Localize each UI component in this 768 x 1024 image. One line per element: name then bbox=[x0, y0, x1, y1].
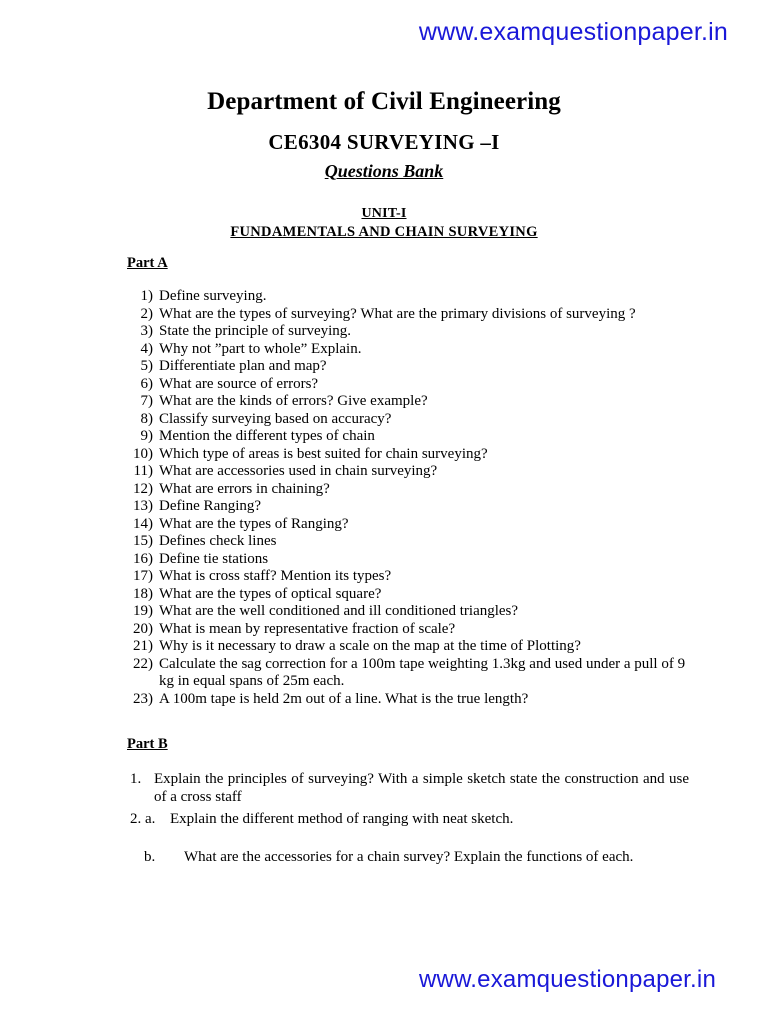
question-text: What are the accessories for a chain survey? Explain the functions of each. bbox=[184, 849, 634, 865]
department-title: Department of Civil Engineering bbox=[207, 88, 561, 115]
question-number: 8) bbox=[140, 410, 153, 427]
document-header bbox=[0, 88, 768, 241]
unit-label: UNIT-I bbox=[361, 205, 407, 221]
question-number: 21) bbox=[133, 638, 153, 654]
list-item bbox=[127, 848, 689, 866]
list-item bbox=[127, 810, 689, 828]
list-item bbox=[127, 656, 697, 691]
question-text: Define Ranging? bbox=[159, 498, 262, 514]
question-number: 19) bbox=[133, 603, 153, 619]
question-text: Define surveying. bbox=[159, 288, 267, 304]
question-text: Why is it necessary to draw a scale on the map at the time of Plotting? bbox=[159, 638, 581, 654]
question-number: b. bbox=[144, 849, 156, 865]
list-item bbox=[127, 358, 697, 376]
list-item bbox=[127, 481, 697, 499]
question-text: What are errors in chaining? bbox=[159, 480, 330, 497]
question-text: What are source of errors? bbox=[159, 375, 319, 392]
question-text: What is cross staff? Mention its types? bbox=[159, 568, 392, 584]
list-item bbox=[127, 411, 697, 429]
list-item bbox=[127, 288, 697, 306]
list-item bbox=[127, 621, 697, 639]
list-item bbox=[127, 323, 697, 341]
list-item bbox=[127, 341, 697, 359]
question-text: What are the types of Ranging? bbox=[159, 515, 349, 532]
question-number: 1. bbox=[130, 771, 142, 787]
list-item bbox=[127, 603, 697, 621]
question-text: Defines check lines bbox=[159, 533, 277, 549]
question-text: Define tie stations bbox=[159, 550, 269, 567]
question-number: 9) bbox=[140, 428, 153, 444]
question-number: 7) bbox=[140, 393, 153, 409]
part-b-question-list bbox=[127, 770, 689, 866]
question-text: Calculate the sag correction for a 100m tape weighting 1.3kg and used under a pull of 9 kg in equal spans of 25m each. bbox=[159, 655, 686, 689]
question-text: State the principle of surveying. bbox=[159, 323, 352, 339]
list-item bbox=[127, 376, 697, 394]
question-number: 14) bbox=[133, 515, 153, 532]
list-item bbox=[127, 428, 697, 446]
list-item bbox=[127, 498, 697, 516]
question-text: Classify surveying based on accuracy? bbox=[159, 410, 392, 427]
question-text: What are the kinds of errors? Give example? bbox=[159, 393, 428, 409]
question-number: 20) bbox=[133, 620, 153, 637]
question-number: 4) bbox=[140, 340, 153, 357]
question-number: 3) bbox=[140, 323, 153, 339]
part-a-heading: Part A bbox=[127, 255, 168, 271]
question-text: What are accessories used in chain surveying? bbox=[159, 463, 438, 479]
course-title: CE6304 SURVEYING –I bbox=[268, 129, 500, 154]
document-type-label: Questions Bank bbox=[324, 160, 444, 181]
list-item bbox=[127, 463, 697, 481]
question-number: 6) bbox=[140, 375, 153, 392]
list-item bbox=[127, 516, 697, 534]
question-number: 13) bbox=[133, 498, 153, 514]
list-item bbox=[127, 446, 697, 464]
question-number: 2) bbox=[140, 305, 153, 322]
question-number: 22) bbox=[133, 655, 153, 672]
list-item bbox=[127, 393, 697, 411]
unit-subject-label: FUNDAMENTALS AND CHAIN SURVEYING bbox=[230, 223, 538, 240]
question-number: 1) bbox=[140, 288, 153, 304]
question-number: 15) bbox=[133, 533, 153, 549]
question-text: What are the types of optical square? bbox=[159, 585, 382, 602]
question-number: 12) bbox=[133, 480, 153, 497]
question-number: 10) bbox=[133, 445, 153, 462]
question-number: 17) bbox=[133, 568, 153, 584]
part-a-question-list bbox=[127, 288, 697, 708]
question-number: 2. a. bbox=[130, 811, 156, 827]
question-text: A 100m tape is held 2m out of a line. What is the true length? bbox=[159, 690, 529, 707]
list-item bbox=[127, 586, 697, 604]
question-text: Mention the different types of chain bbox=[159, 428, 375, 444]
question-number: 18) bbox=[133, 585, 153, 602]
watermark-bottom: www.examquestionpaper.in bbox=[419, 966, 716, 993]
list-item bbox=[127, 691, 697, 709]
watermark-top: www.examquestionpaper.in bbox=[418, 18, 728, 46]
question-text: Explain the principles of surveying? With a simple sketch state the construction and use of a cross staff bbox=[154, 771, 689, 805]
part-b-heading: Part B bbox=[127, 736, 168, 752]
question-text: Differentiate plan and map? bbox=[159, 358, 327, 374]
question-text: What are the types of surveying? What are the primary divisions of surveying ? bbox=[159, 305, 636, 322]
list-item bbox=[127, 551, 697, 569]
question-number: 11) bbox=[133, 463, 153, 479]
list-item bbox=[127, 638, 697, 656]
question-number: 23) bbox=[133, 690, 153, 707]
list-item bbox=[127, 533, 697, 551]
question-text: Which type of areas is best suited for chain surveying? bbox=[159, 445, 488, 462]
list-item bbox=[127, 568, 697, 586]
question-text: What are the well conditioned and ill conditioned triangles? bbox=[159, 603, 519, 619]
question-text: Why not ”part to whole” Explain. bbox=[159, 340, 362, 357]
question-number: 5) bbox=[140, 358, 153, 374]
list-item bbox=[127, 306, 697, 324]
question-text: What is mean by representative fraction of scale? bbox=[159, 620, 456, 637]
question-number: 16) bbox=[133, 550, 153, 567]
question-text: Explain the different method of ranging with neat sketch. bbox=[170, 811, 514, 827]
list-item bbox=[127, 770, 689, 806]
